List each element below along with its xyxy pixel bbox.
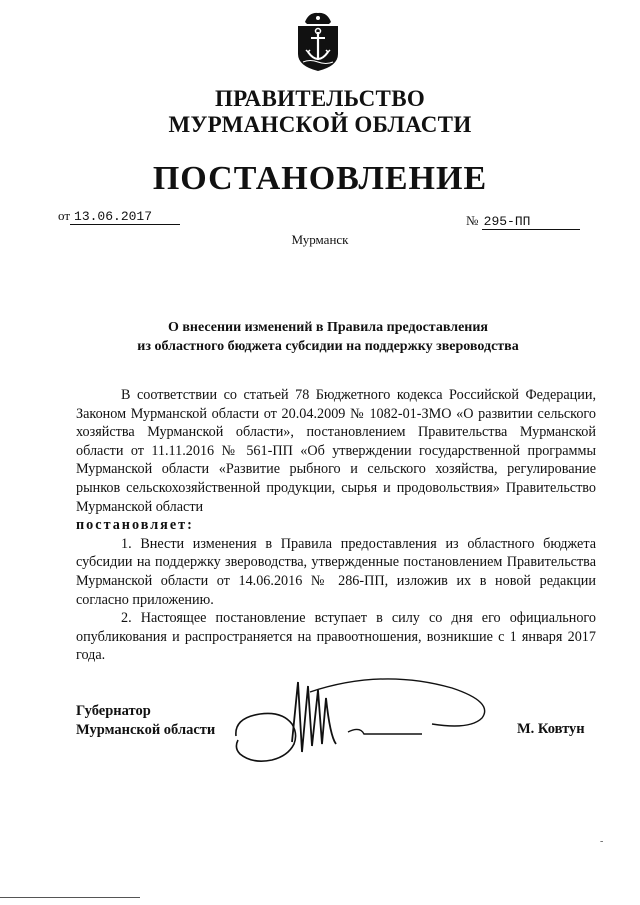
org-name-line1: ПРАВИТЕЛЬСТВО — [214, 86, 426, 111]
number-field — [466, 213, 580, 230]
preamble: В соответствии со статьей 78 Бюджетного кодекса Российской Федерации, Законом Мурманской области от 20.04.2009 № 1082-01-ЗМО «О развитии сельского хозяйства Мурманской области», постановлением Правительства Мурманской области от 11.11.2016 № 561-ПП «Об утверждении государственной программы Мурманской области «Развитие рыбного и сельского хозяйства, регулирование рынков сельскохозяйственной продукции, сырья и продовольствия» Правительство Мурманской области — [76, 387, 596, 515]
date-prefix: от — [58, 208, 71, 223]
org-name-line2: МУРМАНСКОЙ ОБЛАСТИ — [168, 112, 472, 137]
page-edge-line — [0, 897, 140, 898]
document-type: ПОСТАНОВЛЕНИЕ — [152, 160, 488, 197]
subject-line2: из областного бюджета субсидии на поддержку звероводства — [137, 339, 519, 354]
item-1: 1. Внести изменения в Правила предоставления из областного бюджета субсидии на поддержку звероводства, утвержденные постановлением Правительства Мурманской области от 14.06.2016 № 286-ПП, изложив их в новой редакции согласно приложению. — [76, 535, 596, 608]
date-value: 13.06.2017 — [70, 210, 180, 225]
signatory-name: М. Ковтун — [517, 721, 585, 737]
position-line2: Мурманской области — [76, 722, 216, 738]
number-value: 295-ПП — [482, 215, 580, 230]
subject-line1: О внесении изменений в Правила предоставления — [167, 320, 489, 335]
signatory-position — [76, 702, 215, 740]
footer-mark: - — [600, 836, 604, 847]
document-body — [76, 386, 596, 665]
city: Мурманск — [291, 232, 349, 247]
handwritten-signature — [232, 674, 522, 774]
document-subject — [60, 318, 596, 356]
date-field — [58, 208, 180, 225]
item-2: 2. Настоящее постановление вступает в силу со дня его официального опубликования и распространяется на правоотношения, возникшие с 1 января 2017 года. — [76, 610, 596, 664]
resolves-word: постановляет: — [76, 517, 194, 534]
coat-of-arms-icon — [295, 10, 341, 72]
number-prefix: № — [466, 213, 479, 228]
position-line1: Губернатор — [76, 703, 151, 719]
